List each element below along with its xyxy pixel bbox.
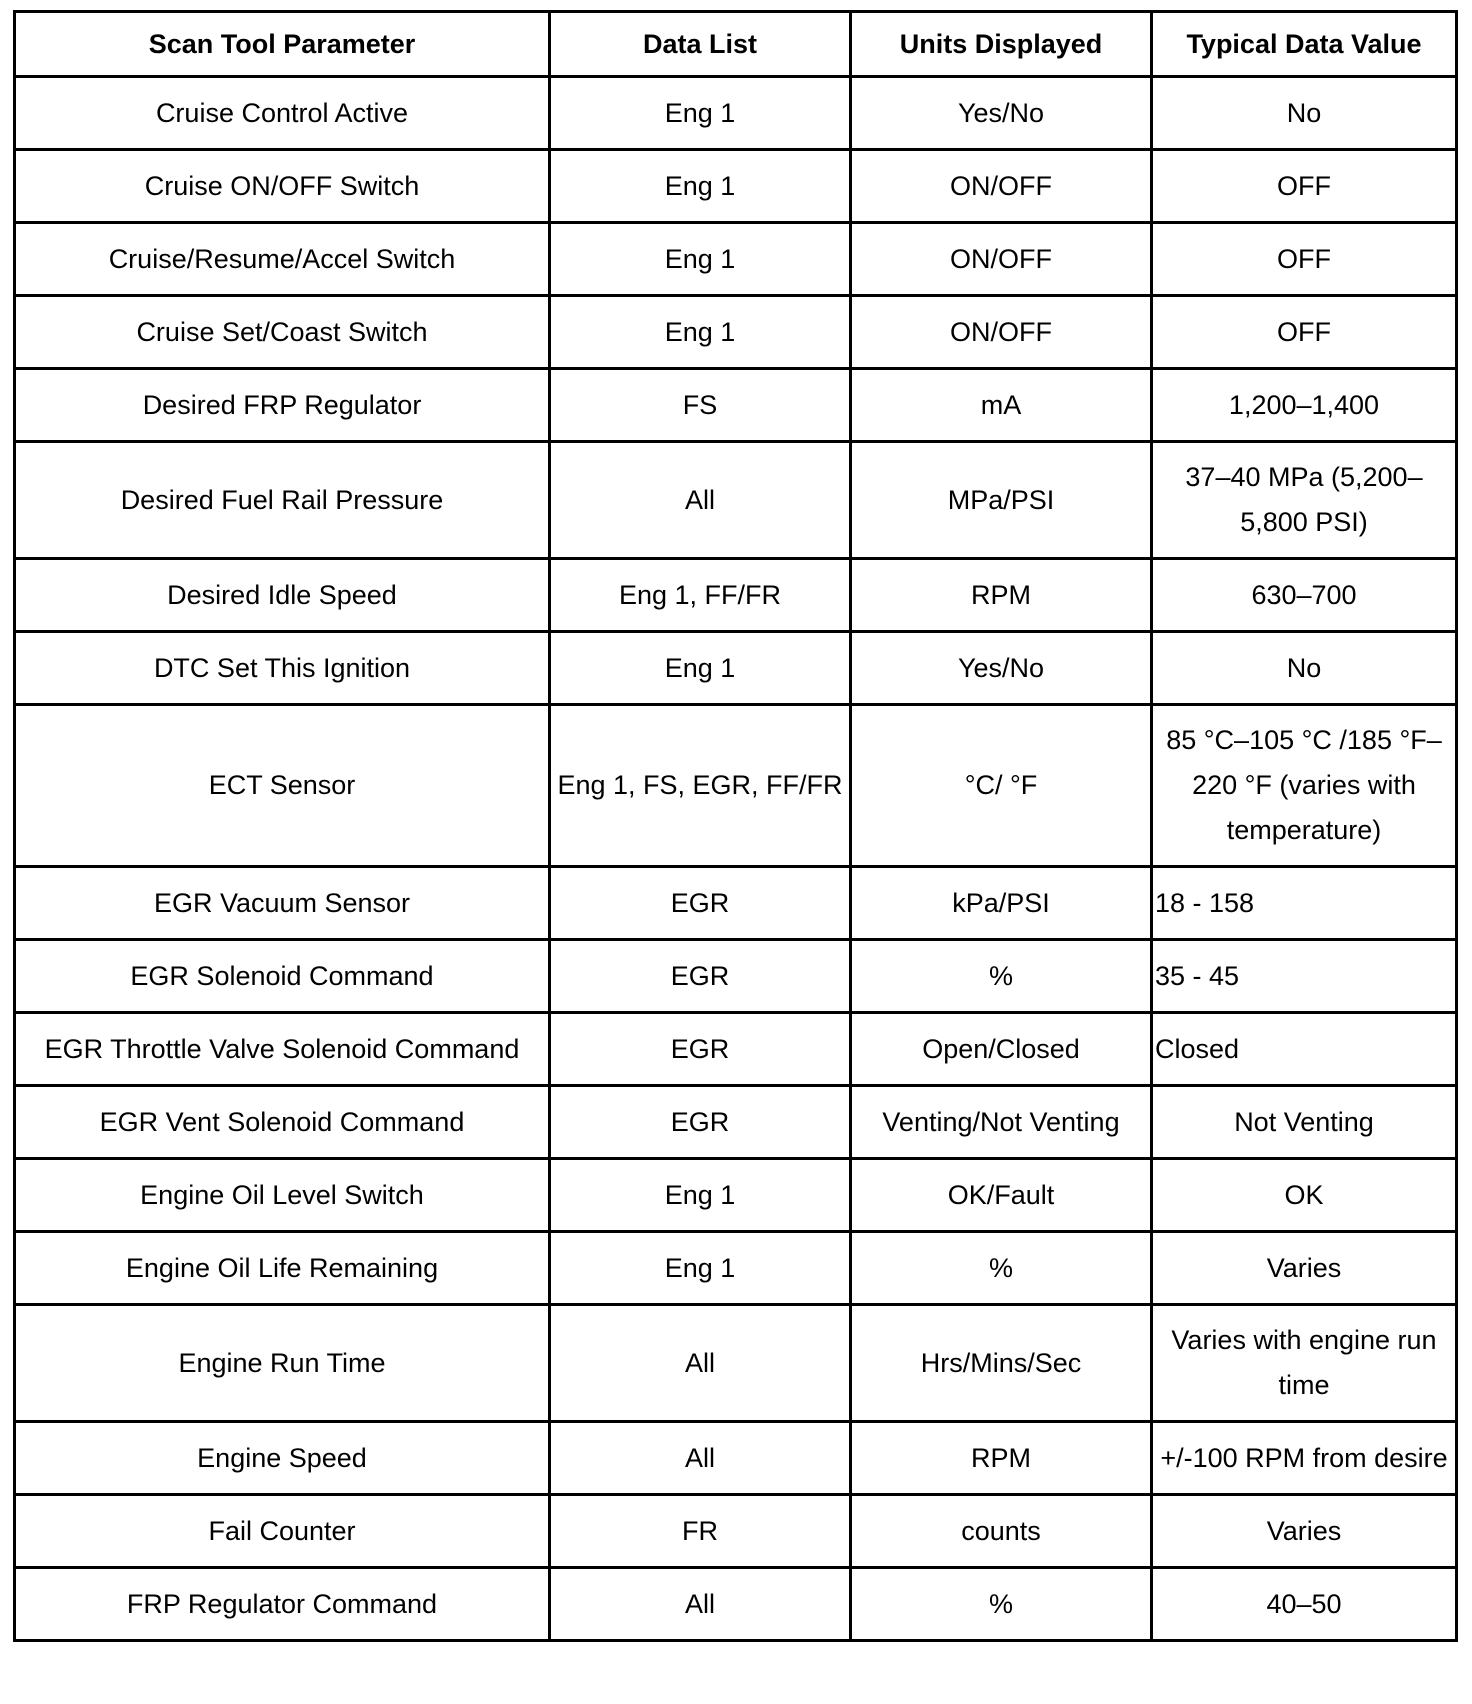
typical-value-cell: Varies with engine run time [1152, 1305, 1457, 1422]
table-row [15, 150, 1457, 223]
table-row [15, 632, 1457, 705]
data-list-cell: Eng 1 [550, 77, 851, 150]
parameter-cell: Cruise/Resume/Accel Switch [15, 223, 550, 296]
scan-tool-parameter-table [13, 10, 1458, 1642]
header-units-displayed: Units Displayed [851, 12, 1152, 77]
units-cell: RPM [851, 559, 1152, 632]
data-list-cell: Eng 1 [550, 1232, 851, 1305]
typical-value-cell: Varies [1152, 1495, 1457, 1568]
data-list-cell: EGR [550, 1086, 851, 1159]
units-cell: Yes/No [851, 77, 1152, 150]
data-list-cell: FS [550, 369, 851, 442]
units-cell: % [851, 1232, 1152, 1305]
table-row [15, 1422, 1457, 1495]
table-row [15, 442, 1457, 559]
parameter-cell: EGR Vacuum Sensor [15, 867, 550, 940]
table-row [15, 1495, 1457, 1568]
typical-value-cell: OFF [1152, 150, 1457, 223]
data-list-cell: Eng 1 [550, 150, 851, 223]
table-row [15, 77, 1457, 150]
data-list-cell: Eng 1 [550, 223, 851, 296]
table-row [15, 1305, 1457, 1422]
table-row [15, 1568, 1457, 1641]
header-scan-tool-parameter: Scan Tool Parameter [15, 12, 550, 77]
data-list-cell: Eng 1, FS, EGR, FF/FR [550, 705, 851, 867]
units-cell: ON/OFF [851, 296, 1152, 369]
units-cell: % [851, 940, 1152, 1013]
units-cell: °C/ °F [851, 705, 1152, 867]
units-cell: % [851, 1568, 1152, 1641]
data-list-cell: All [550, 1568, 851, 1641]
header-data-list: Data List [550, 12, 851, 77]
data-list-cell: Eng 1, FF/FR [550, 559, 851, 632]
parameter-cell: Desired Idle Speed [15, 559, 550, 632]
parameter-cell: EGR Solenoid Command [15, 940, 550, 1013]
data-list-cell: All [550, 442, 851, 559]
units-cell: MPa/PSI [851, 442, 1152, 559]
units-cell: RPM [851, 1422, 1152, 1495]
typical-value-cell: 40–50 [1152, 1568, 1457, 1641]
table-row [15, 1159, 1457, 1232]
parameter-cell: Cruise Control Active [15, 77, 550, 150]
data-list-cell: EGR [550, 867, 851, 940]
parameter-cell: Fail Counter [15, 1495, 550, 1568]
table-row [15, 296, 1457, 369]
typical-value-cell: Varies [1152, 1232, 1457, 1305]
typical-value-cell: Not Venting [1152, 1086, 1457, 1159]
units-cell: ON/OFF [851, 150, 1152, 223]
table-row [15, 1086, 1457, 1159]
units-cell: OK/Fault [851, 1159, 1152, 1232]
units-cell: mA [851, 369, 1152, 442]
typical-value-cell: 630–700 [1152, 559, 1457, 632]
table-row [15, 867, 1457, 940]
units-cell: counts [851, 1495, 1152, 1568]
parameter-cell: Desired FRP Regulator [15, 369, 550, 442]
parameter-cell: Cruise ON/OFF Switch [15, 150, 550, 223]
units-cell: ON/OFF [851, 223, 1152, 296]
parameter-cell: ECT Sensor [15, 705, 550, 867]
units-cell: Hrs/Mins/Sec [851, 1305, 1152, 1422]
parameter-cell: EGR Throttle Valve Solenoid Command [15, 1013, 550, 1086]
typical-value-cell: 18 - 158 [1152, 867, 1457, 940]
parameter-cell: Engine Oil Level Switch [15, 1159, 550, 1232]
data-list-cell: All [550, 1305, 851, 1422]
table-row [15, 223, 1457, 296]
parameter-cell: Cruise Set/Coast Switch [15, 296, 550, 369]
data-list-cell: Eng 1 [550, 296, 851, 369]
data-list-cell: FR [550, 1495, 851, 1568]
parameter-cell: Engine Run Time [15, 1305, 550, 1422]
parameter-cell: FRP Regulator Command [15, 1568, 550, 1641]
data-list-cell: Eng 1 [550, 632, 851, 705]
table-row [15, 705, 1457, 867]
parameter-cell: Engine Oil Life Remaining [15, 1232, 550, 1305]
data-list-cell: EGR [550, 940, 851, 1013]
typical-value-cell: 37–40 MPa (5,200–5,800 PSI) [1152, 442, 1457, 559]
typical-value-cell: OFF [1152, 296, 1457, 369]
scan-tool-data-sheet [13, 10, 1455, 1642]
parameter-cell: DTC Set This Ignition [15, 632, 550, 705]
units-cell: Yes/No [851, 632, 1152, 705]
units-cell: Venting/Not Venting [851, 1086, 1152, 1159]
typical-value-cell: 85 °C–105 °C /185 °F–220 °F (varies with temperature) [1152, 705, 1457, 867]
header-row [15, 12, 1457, 77]
typical-value-cell: OK [1152, 1159, 1457, 1232]
typical-value-cell: +/-100 RPM from desire [1152, 1422, 1457, 1495]
typical-value-cell: OFF [1152, 223, 1457, 296]
table-row [15, 940, 1457, 1013]
header-typical-data-value: Typical Data Value [1152, 12, 1457, 77]
typical-value-cell: 1,200–1,400 [1152, 369, 1457, 442]
table-row [15, 1232, 1457, 1305]
typical-value-cell: 35 - 45 [1152, 940, 1457, 1013]
typical-value-cell: No [1152, 632, 1457, 705]
data-list-cell: All [550, 1422, 851, 1495]
units-cell: Open/Closed [851, 1013, 1152, 1086]
table-row [15, 559, 1457, 632]
typical-value-cell: No [1152, 77, 1457, 150]
parameter-cell: EGR Vent Solenoid Command [15, 1086, 550, 1159]
table-row [15, 369, 1457, 442]
typical-value-cell: Closed [1152, 1013, 1457, 1086]
parameter-cell: Desired Fuel Rail Pressure [15, 442, 550, 559]
table-row [15, 1013, 1457, 1086]
data-list-cell: Eng 1 [550, 1159, 851, 1232]
data-list-cell: EGR [550, 1013, 851, 1086]
units-cell: kPa/PSI [851, 867, 1152, 940]
parameter-cell: Engine Speed [15, 1422, 550, 1495]
